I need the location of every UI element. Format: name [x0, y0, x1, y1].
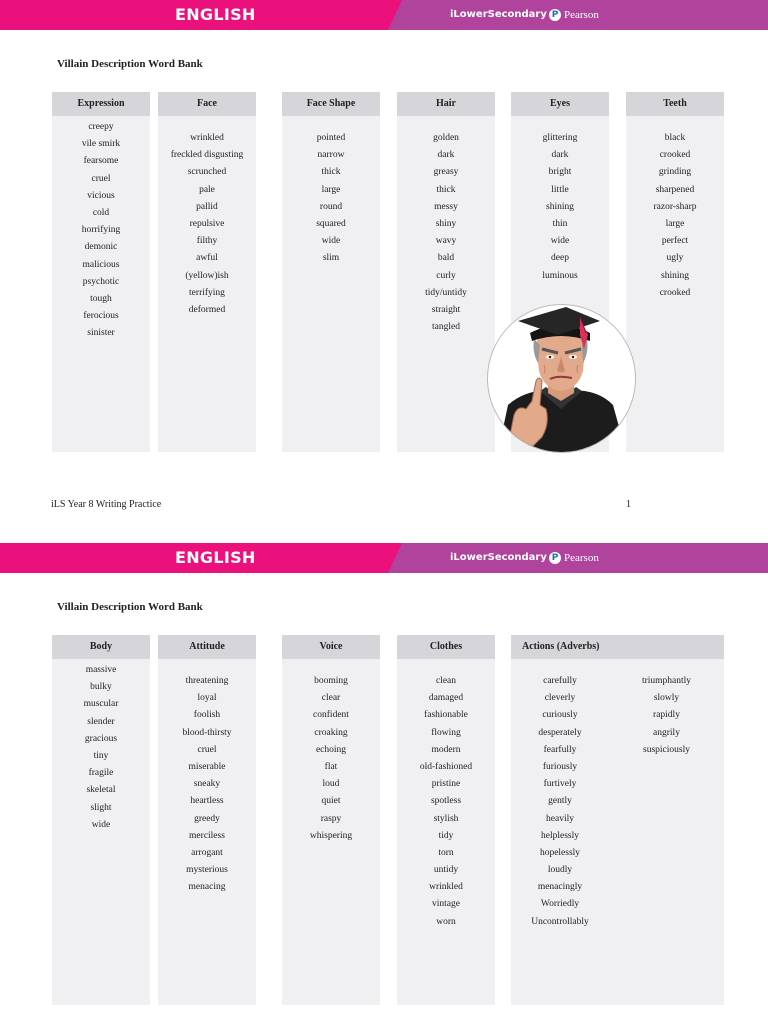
column-heading: Expression — [52, 92, 150, 116]
word-item: loyal — [197, 693, 217, 704]
word-item: torn — [438, 847, 454, 858]
word-item: gracious — [84, 733, 118, 744]
word-item: narrow — [317, 150, 345, 161]
word-item: Worriedly — [540, 899, 580, 910]
word-item: cruel — [91, 173, 111, 184]
word-item: pallid — [196, 201, 218, 212]
word-item: tidy — [438, 830, 454, 841]
publisher-name: Pearson — [564, 552, 599, 564]
word-item: menacingly — [537, 882, 583, 893]
column-heading: Face Shape — [282, 92, 380, 116]
word-item: tiny — [93, 750, 109, 761]
word-item: menacing — [188, 882, 226, 893]
word-item: greasy — [433, 167, 459, 178]
pearson-logo-icon: P — [549, 9, 561, 21]
column-heading: Eyes — [511, 92, 609, 116]
word-item: booming — [314, 676, 348, 686]
document-title: Villain Description Word Bank — [57, 58, 203, 70]
word-item: messy — [434, 201, 458, 212]
word-item: skeletal — [86, 785, 116, 796]
word-column-face-shape — [282, 92, 380, 452]
word-item: echoing — [315, 744, 347, 755]
word-item: psychotic — [82, 276, 120, 287]
subject-label: ENGLISH — [175, 548, 256, 567]
word-item: round — [319, 201, 343, 212]
word-list — [158, 130, 256, 319]
word-item: tidy/untidy — [425, 287, 467, 298]
word-item: (yellow)ish — [185, 270, 229, 281]
word-item: miserable — [188, 761, 226, 772]
word-column-attitude — [158, 635, 256, 1005]
word-item: sneaky — [193, 779, 221, 790]
page-2 — [0, 543, 768, 1024]
word-item: desperately — [538, 727, 582, 738]
word-item: greedy — [194, 813, 220, 824]
brand-name: iLowerSecondary — [450, 552, 547, 563]
word-item: tough — [90, 293, 112, 304]
word-item: bald — [437, 253, 455, 264]
column-heading: Face — [158, 92, 256, 116]
column-heading: Teeth — [626, 92, 724, 116]
word-item: wide — [321, 236, 341, 247]
word-item: pristine — [431, 779, 461, 790]
word-item: hopelessly — [539, 847, 581, 858]
brand-name: iLowerSecondary — [450, 9, 547, 20]
column-heading: Voice — [282, 635, 380, 659]
column-heading: Body — [52, 635, 150, 659]
word-item: thick — [321, 167, 341, 178]
word-item: rapidly — [653, 710, 680, 721]
word-item: freckled disgusting — [170, 150, 244, 161]
word-item: shining — [546, 201, 574, 212]
word-item: large — [321, 184, 341, 195]
word-list — [52, 662, 150, 834]
word-item: foolish — [193, 710, 221, 721]
word-item: mysterious — [186, 865, 228, 876]
word-item: glittering — [542, 133, 578, 143]
word-item: demonic — [84, 242, 118, 253]
word-list — [282, 673, 380, 845]
word-item: heavily — [546, 813, 574, 824]
word-item: tangled — [432, 322, 460, 333]
word-item: deep — [551, 253, 569, 264]
word-item: arrogant — [191, 847, 223, 858]
word-item: shining — [661, 270, 689, 281]
word-list — [397, 130, 495, 336]
word-item: massive — [85, 665, 117, 675]
word-item: loudly — [547, 865, 573, 876]
word-item: razor-sharp — [653, 201, 697, 212]
adverb-lists — [511, 659, 724, 931]
word-item: croaking — [314, 727, 348, 738]
word-item: muscular — [83, 699, 119, 710]
word-item: raspy — [320, 813, 342, 824]
word-item: suspiciously — [643, 744, 690, 755]
word-item: wrinkled — [429, 882, 463, 893]
word-item: wrinkled — [190, 133, 224, 143]
word-list — [52, 119, 150, 342]
word-item: ugly — [666, 253, 684, 264]
word-item: slim — [322, 253, 340, 264]
word-item: cold — [92, 207, 110, 218]
word-item: Uncontrollably — [531, 916, 589, 927]
word-item: fragile — [88, 768, 114, 779]
word-item: large — [665, 218, 685, 229]
word-item: slender — [87, 716, 115, 727]
word-column-teeth — [626, 92, 724, 452]
publisher-name: Pearson — [564, 9, 599, 21]
word-item: damaged — [428, 693, 464, 704]
word-item: grinding — [658, 167, 692, 178]
word-item: thin — [552, 218, 568, 229]
word-column-hair — [397, 92, 495, 452]
column-heading: Attitude — [158, 635, 256, 659]
word-item: blood-thirsty — [182, 727, 232, 738]
word-item: clean — [435, 676, 457, 686]
word-column-clothes — [397, 635, 495, 1005]
word-item: furiously — [542, 761, 578, 772]
word-item: pointed — [316, 133, 346, 143]
word-item: golden — [433, 133, 459, 143]
word-list — [282, 130, 380, 268]
word-item: vile smirk — [81, 139, 121, 150]
word-column-voice — [282, 635, 380, 1005]
villain-illustration — [487, 304, 636, 453]
word-item: stylish — [433, 813, 459, 824]
word-item: fearfully — [543, 744, 577, 755]
word-item: merciless — [189, 830, 225, 841]
header-banner — [0, 0, 768, 30]
word-column-expression — [52, 92, 150, 452]
word-item: vicious — [87, 190, 115, 201]
word-item: straight — [431, 304, 461, 315]
word-column-face — [158, 92, 256, 452]
subject-label: ENGLISH — [175, 5, 256, 24]
word-item: little — [551, 184, 569, 195]
word-item: wide — [550, 236, 570, 247]
word-item: terrifying — [189, 287, 225, 298]
word-item: wide — [91, 819, 111, 830]
word-list — [158, 673, 256, 896]
word-item: curly — [436, 270, 456, 281]
word-item: slight — [90, 802, 112, 813]
word-item: creepy — [88, 122, 114, 132]
word-item: dark — [437, 150, 455, 161]
word-list — [511, 130, 609, 285]
word-item: luminous — [542, 270, 578, 281]
word-item: old-fashioned — [419, 761, 473, 772]
word-item: vintage — [432, 899, 460, 910]
word-item: curiously — [542, 710, 578, 721]
word-item: threatening — [185, 676, 229, 686]
word-item: deformed — [188, 304, 226, 315]
word-item: slowly — [653, 693, 680, 704]
word-item: triumphantly — [641, 676, 692, 686]
word-item: quiet — [321, 796, 341, 807]
word-item: loud — [322, 779, 340, 790]
word-item: repulsive — [189, 218, 225, 229]
word-item: crooked — [659, 150, 691, 161]
word-list — [397, 673, 495, 931]
word-item: ferocious — [83, 311, 119, 322]
word-item: sinister — [87, 328, 115, 339]
word-item: bright — [548, 167, 572, 178]
word-item: untidy — [433, 865, 459, 876]
word-list — [511, 673, 609, 931]
word-item: fearsome — [83, 156, 119, 167]
word-item: squared — [316, 218, 346, 229]
word-item: clear — [321, 693, 341, 704]
word-item: helplessly — [541, 830, 579, 841]
word-item: thick — [436, 184, 456, 195]
word-item: heartless — [190, 796, 224, 807]
word-item: black — [664, 133, 686, 143]
footer-course: iLS Year 8 Writing Practice — [51, 499, 162, 510]
word-item: spotless — [430, 796, 462, 807]
word-item: gently — [548, 796, 572, 807]
word-item: perfect — [661, 236, 689, 247]
word-item: bulky — [90, 682, 112, 693]
word-column-body — [52, 635, 150, 1005]
word-item: awful — [196, 253, 218, 264]
page-number: 1 — [626, 499, 631, 510]
word-item: fashionable — [424, 710, 468, 721]
header-banner — [0, 543, 768, 573]
column-heading: Actions (Adverbs) — [511, 635, 724, 659]
word-list — [609, 673, 724, 931]
word-item: filthy — [196, 236, 218, 247]
column-heading: Hair — [397, 92, 495, 116]
word-item: cruel — [197, 744, 217, 755]
word-item: whispering — [309, 830, 353, 841]
word-item: dark — [551, 150, 569, 161]
column-heading: Clothes — [397, 635, 495, 659]
word-item: sharpened — [655, 184, 695, 195]
word-item: flowing — [431, 727, 461, 738]
word-column-adverbs — [511, 635, 724, 1005]
pearson-logo-icon: P — [549, 552, 561, 564]
word-item: angrily — [653, 727, 680, 738]
document-title: Villain Description Word Bank — [57, 601, 203, 613]
word-item: malicious — [82, 259, 120, 270]
word-item: confident — [313, 710, 349, 721]
word-item: cleverly — [544, 693, 576, 704]
word-item: pale — [199, 184, 215, 195]
word-item: crooked — [659, 287, 691, 298]
word-item: modern — [431, 744, 461, 755]
word-item: flat — [324, 761, 338, 772]
word-item: shiny — [435, 218, 457, 229]
word-item: carefully — [543, 676, 577, 686]
word-item: horrifying — [81, 225, 121, 236]
word-item: scrunched — [187, 167, 227, 178]
word-item: wavy — [435, 236, 457, 247]
word-list — [626, 130, 724, 302]
word-item: worn — [436, 916, 456, 927]
word-item: furtively — [543, 779, 577, 790]
